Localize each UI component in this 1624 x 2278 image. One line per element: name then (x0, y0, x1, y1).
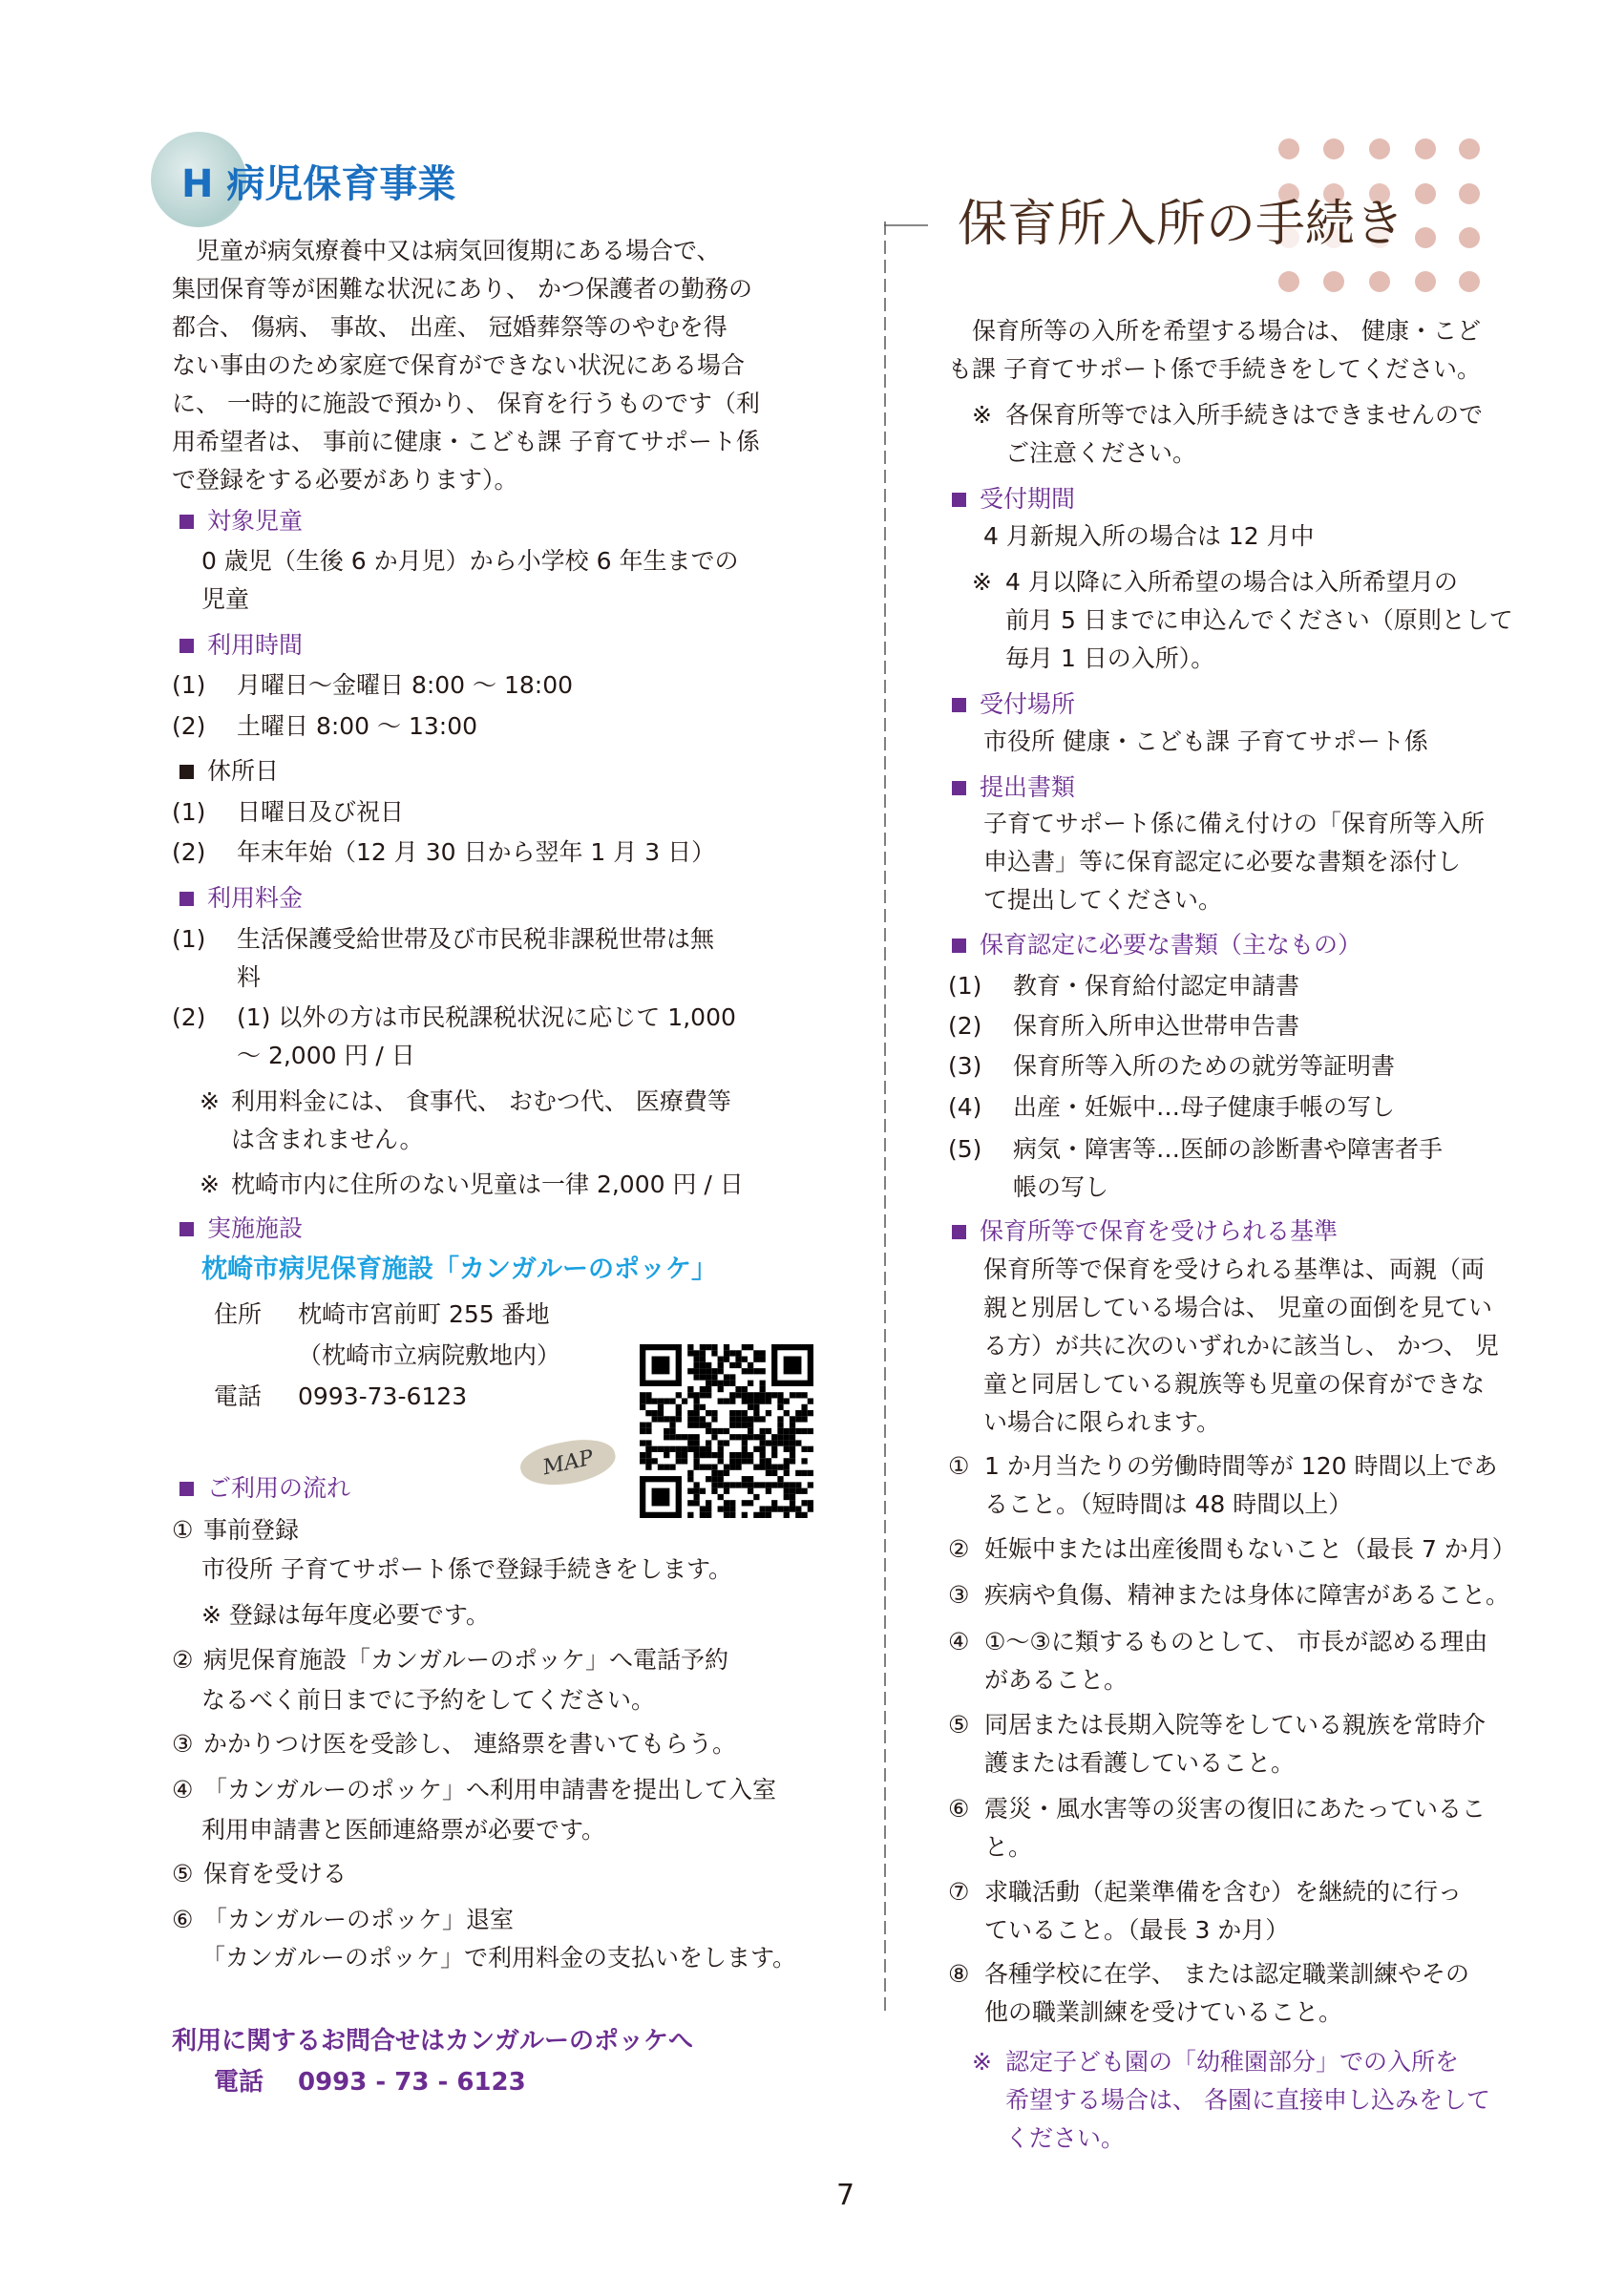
square-bullet-icon (952, 1225, 966, 1239)
closed-item: (2) 年末年始（12 月 30 日から翌年 1 月 3 日） (172, 838, 716, 866)
fee-note: ※ 利用料金には、 食事代、 おむつ代、 医療費等 は含まれません。 (200, 1087, 731, 1153)
procedure-intro: 保育所等の入所を希望する場合は、 健康・こど も課 子育てサポート係で手続きをしてください。 (948, 317, 1481, 383)
flow-step: ⑥ 「カンガルーのポッケ」退室 (172, 1906, 515, 1933)
square-bullet-icon (179, 515, 194, 529)
fee-note: ※ 枕崎市内に住所のない児童は一律 2,000 円 / 日 (200, 1171, 744, 1198)
place-text: 市役所 健康・こども課 子育てサポート係 (983, 728, 1428, 755)
decorative-dot (1415, 227, 1436, 248)
decorative-dot (1323, 138, 1344, 159)
heading-fees: 利用料金 (179, 879, 303, 918)
hours-item: (1) 月曜日～金曜日 8:00 ～ 18:00 (172, 671, 574, 699)
flow-step-detail: 市役所 子育てサポート係で登録手続きをします。 (201, 1555, 732, 1583)
criteria-item: ② 妊娠中または出産後間もないこと（最長 7 か月） (948, 1535, 1516, 1563)
facility-name: 枕崎市病児保育施設「カンガルーのポッケ」 (201, 1255, 717, 1284)
kindergarten-note: ※ 認定子ども園の「幼稚園部分」での入所を 希望する場合は、 各園に直接申し込みをして ください。 (972, 2048, 1490, 2152)
documents-text: 子育てサポート係に備え付けの「保育所等入所 申込書」等に保育認定に必要な書類を添付し て提出してください。 (983, 810, 1486, 914)
square-bullet-icon (179, 639, 194, 653)
square-bullet-icon (179, 892, 194, 906)
heading-criteria: 保育所等で保育を受けられる基準 (952, 1213, 1338, 1251)
flow-step-detail: 利用申請書と医師連絡票が必要です。 (201, 1816, 606, 1844)
criteria-text: 保育所等で保育を受けられる基準は、両親（両 親と別居している場合は、 児童の面倒を見てい る方）が共に次のいずれかに該当し、 かつ、 児 童と同居している親族等も児童の保育ができな い場合に限られます。 (983, 1255, 1499, 1436)
heading-documents: 提出書類 (952, 769, 1075, 807)
phone-value: 0993-73-6123 (298, 1382, 468, 1410)
heading-target: 対象児童 (179, 502, 303, 540)
period-note: ※ 4 月以降に入所希望の場合は入所希望月の 前月 5 日までに申込んでください（原則として 毎月 1 日の入所）。 (972, 568, 1513, 672)
hours-item: (2) 土曜日 8:00 ～ 13:00 (172, 712, 478, 740)
required-doc-item: (4) 出産・妊娠中…母子健康手帳の写し (948, 1093, 1396, 1121)
flow-step-detail: 「カンガルーのポッケ」で利用料金の支払いをします。 (201, 1944, 797, 1972)
decorative-dot (1369, 138, 1390, 159)
flow-step-note: ※ 登録は毎年度必要です。 (201, 1601, 490, 1629)
decorative-dot (1459, 271, 1480, 292)
heading-required-docs: 保育認定に必要な書類（主なもの） (952, 926, 1361, 964)
flow-step: ⑤ 保育を受ける (172, 1860, 348, 1888)
criteria-item: ④ ①～③に類するものとして、 市長が認める理由 があること。 (948, 1628, 1488, 1694)
flow-step: ④ 「カンガルーのポッケ」へ利用申請書を提出して入室 (172, 1776, 777, 1803)
criteria-item: ③ 疾病や負傷、精神または身体に障害があること。 (948, 1581, 1510, 1609)
required-doc-item: (5) 病気・障害等…医師の診断書や障害者手 帳の写し (948, 1135, 1444, 1201)
square-bullet-icon (952, 781, 966, 795)
fee-item: (1) 生活保護受給世帯及び市民税非課税世帯は無 料 (172, 925, 715, 991)
phone-label: 電話 (214, 1382, 263, 1410)
decorative-dot (1415, 271, 1436, 292)
contact-phone-label: 電話 (214, 2068, 264, 2097)
heading-facility: 実施施設 (179, 1210, 303, 1248)
heading-place: 受付場所 (952, 686, 1075, 724)
decorative-dot (1369, 271, 1390, 292)
decorative-dot (1415, 183, 1436, 204)
decorative-dot (1278, 138, 1299, 159)
decorative-dot (1278, 271, 1299, 292)
procedure-title: 保育所入所の手続き (958, 196, 1405, 253)
criteria-item: ⑥ 震災・風水害等の災害の復旧にあたっているこ と。 (948, 1795, 1487, 1861)
required-doc-item: (3) 保育所等入所のための就労等証明書 (948, 1052, 1396, 1080)
section-title (181, 160, 455, 208)
criteria-item: ⑦ 求職活動（起業準備を含む）を継続的に行っ ていること。（最長 3 か月） (948, 1878, 1463, 1944)
column-divider (884, 221, 886, 2016)
square-bullet-icon (179, 765, 194, 779)
address-note: （枕崎市立病院敷地内） (298, 1341, 561, 1369)
required-doc-item: (2) 保育所入所申込世帯申告書 (948, 1012, 1300, 1040)
section-letter: H (181, 162, 214, 206)
square-bullet-icon (179, 1482, 194, 1496)
contact-phone: 0993 - 73 - 6123 (298, 2068, 526, 2097)
decorative-dot (1459, 138, 1480, 159)
criteria-item: ① 1 か月当たりの労働時間等が 120 時間以上であ ること。（短時間は 48 時間以上） (948, 1452, 1498, 1518)
decorative-dot (1459, 227, 1480, 248)
period-text: 4 月新規入所の場合は 12 月中 (983, 522, 1315, 550)
map-label: MAP (517, 1432, 620, 1493)
heading-closed: 休所日 (179, 752, 279, 791)
flow-step: ② 病児保育施設「カンガルーのポッケ」へ電話予約 (172, 1646, 729, 1674)
heading-hours: 利用時間 (179, 626, 303, 664)
intro-paragraph: 児童が病気療養中又は病気回復期にある場合で、 集団保育等が困難な状況にあり、 かつ保護者の勤務の 都合、 傷病、 事故、 出産、 冠婚葬祭等のやむを得 ない事由のため家庭で保育ができない状況にある場合 に、 一時的に施設で預かり、 保育を行うものです（利 用希望者は、 事前に健康・こども課 子育てサポート係 で登録をする必要があります）。 (172, 237, 760, 494)
square-bullet-icon (179, 1222, 194, 1236)
page-number: 7 (836, 2179, 855, 2212)
required-doc-item: (1) 教育・保育給付認定申請書 (948, 972, 1300, 1000)
decorative-dot (1459, 183, 1480, 204)
contact-text: 利用に関するお問合せはカンガルーのポッケへ (172, 2027, 694, 2056)
flow-step-detail: なるべく前日までに予約をしてください。 (201, 1686, 656, 1714)
decorative-dot (1415, 138, 1436, 159)
divider-stroke (884, 224, 928, 226)
square-bullet-icon (952, 698, 966, 712)
decorative-dot (1323, 271, 1344, 292)
section-title-text: 病児保育事業 (226, 162, 456, 206)
intro-note: ※ 各保育所等では入所手続きはできませんので ご注意ください。 (972, 401, 1484, 467)
flow-step: ③ かかりつけ医を受診し、 連絡票を書いてもらう。 (172, 1730, 736, 1758)
criteria-item: ⑤ 同居または長期入院等をしている親族を常時介 護または看護していること。 (948, 1711, 1487, 1777)
heading-flow: ご利用の流れ (179, 1469, 350, 1508)
qr-code-icon[interactable] (640, 1344, 813, 1518)
address-value: 枕崎市宮前町 255 番地 (298, 1300, 550, 1328)
criteria-item: ⑧ 各種学校に在学、 または認定職業訓練やその 他の職業訓練を受けていること。 (948, 1960, 1469, 2026)
address-label: 住所 (214, 1300, 263, 1328)
square-bullet-icon (952, 939, 966, 953)
target-text: 0 歳児（生後 6 か月児）から小学校 6 年生までの 児童 (201, 547, 739, 613)
closed-item: (1) 日曜日及び祝日 (172, 798, 405, 826)
heading-period: 受付期間 (952, 480, 1075, 518)
flow-step: ① 事前登録 (172, 1516, 300, 1544)
square-bullet-icon (952, 493, 966, 507)
fee-item: (2) (1) 以外の方は市民税課税状況に応じて 1,000 ～ 2,000 円 / 日 (172, 1003, 736, 1069)
